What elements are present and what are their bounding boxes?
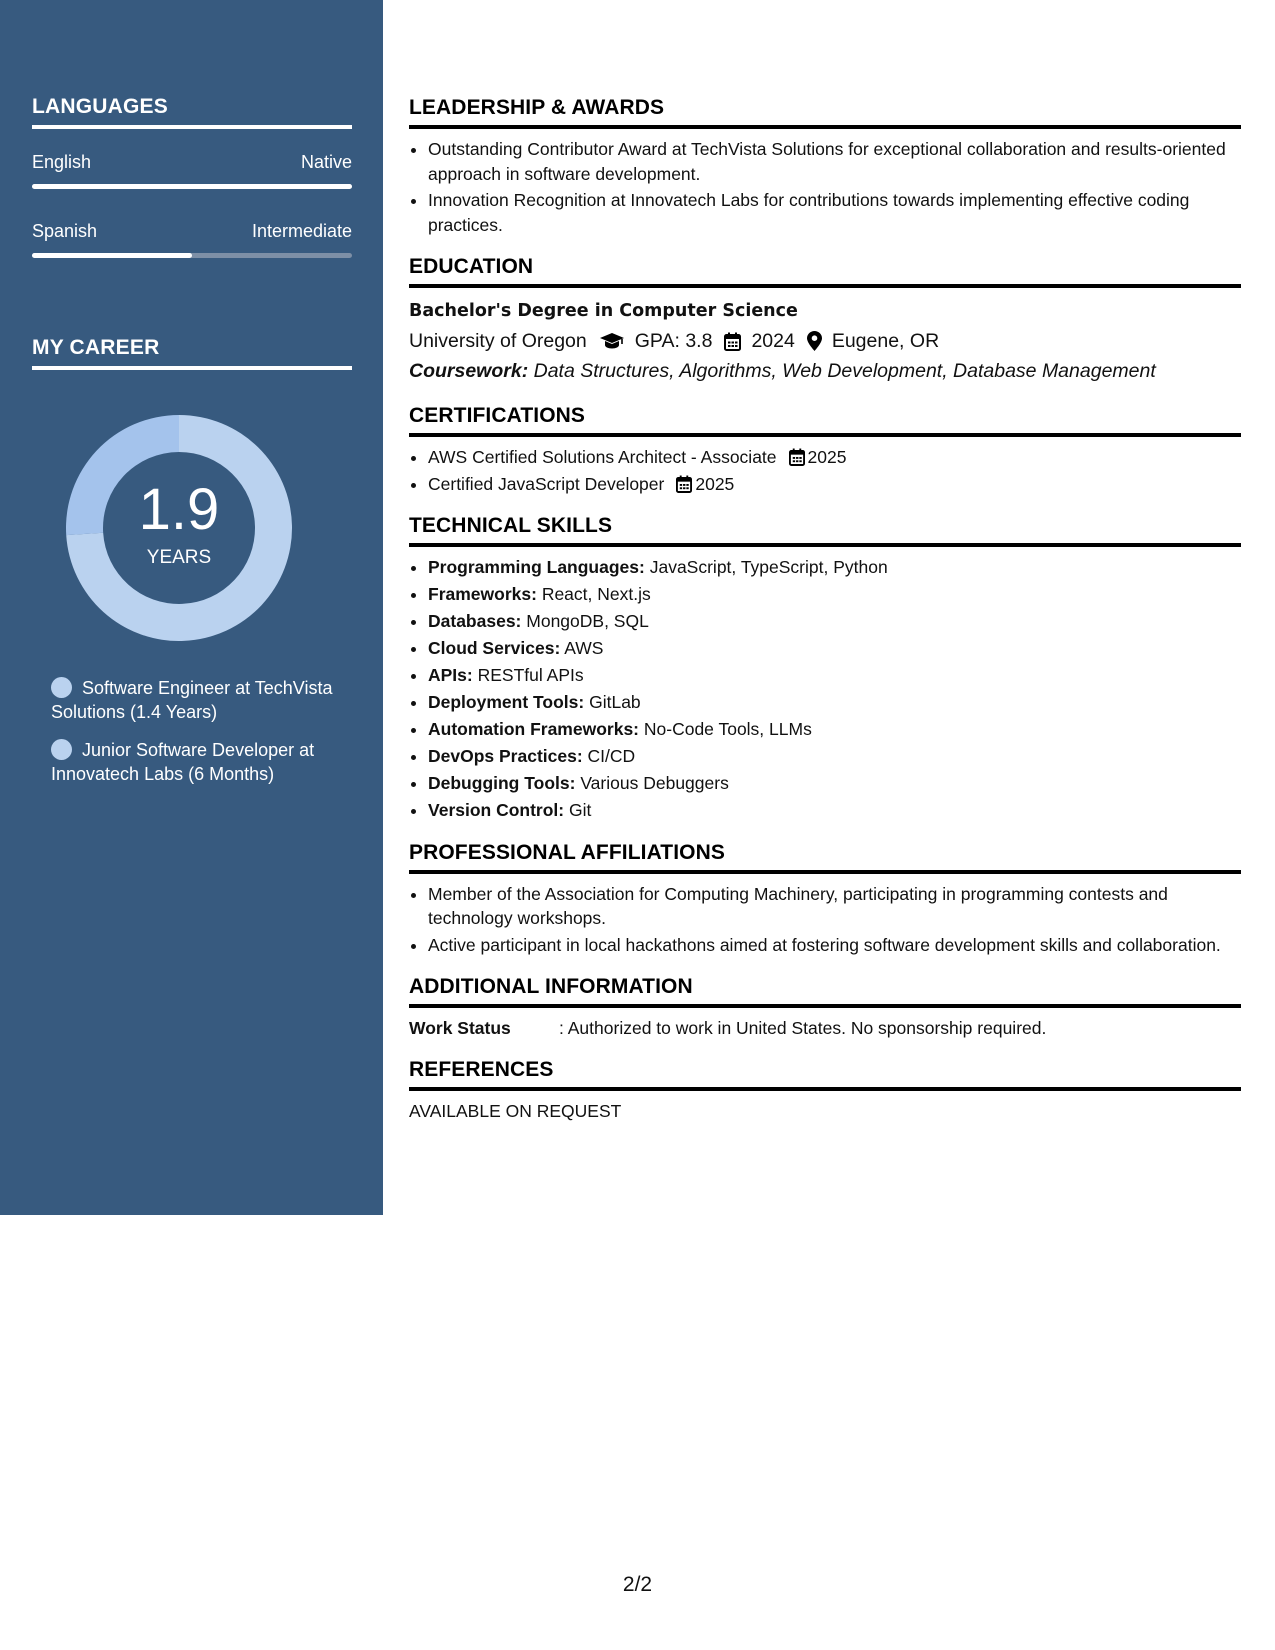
skill-label: Deployment Tools:: [428, 692, 585, 712]
skill-label: Frameworks:: [428, 584, 537, 604]
skill-value: JavaScript, TypeScript, Python: [649, 557, 888, 577]
work-status-value: : Authorized to work in United States. No sponsorship required.: [559, 1018, 1047, 1038]
skill-label: Automation Frameworks:: [428, 719, 639, 739]
section-title: LEADERSHIP & AWARDS: [409, 96, 1241, 129]
language-proficiency-bar: [32, 184, 352, 189]
skill-value: No-Code Tools, LLMs: [643, 719, 812, 739]
languages-heading: LANGUAGES: [32, 95, 352, 129]
school-name: University of Oregon: [409, 330, 587, 352]
career-heading: MY CAREER: [32, 336, 352, 370]
certification-name: AWS Certified Solutions Architect - Associate: [428, 447, 777, 467]
section-title: EDUCATION: [409, 255, 1241, 288]
skill-value: React, Next.js: [541, 584, 651, 604]
skill-label: Databases:: [428, 611, 522, 631]
skill-item: [428, 555, 1241, 580]
language-proficiency-bar: [32, 253, 352, 258]
list-item: [428, 445, 1241, 470]
skill-value: Various Debuggers: [580, 773, 729, 793]
certification-year: 2025: [807, 447, 847, 467]
skill-item: [428, 582, 1241, 607]
graduation-year: 2024: [751, 330, 795, 352]
career-years-value: 1.9: [138, 477, 220, 542]
list-item: • Member of the Association for Computing Machinery, participating in programming contests and technology workshops.: [428, 882, 1241, 931]
career-item-text: Junior Software Developer at Innovatech Labs (6 Months): [51, 740, 315, 784]
skill-value: MongoDB, SQL: [526, 611, 649, 631]
skill-label: DevOps Practices:: [428, 746, 583, 766]
skill-label: Cloud Services:: [428, 638, 561, 658]
career-years-unit: YEARS: [146, 547, 212, 568]
language-english: [32, 152, 352, 173]
degree-title: Bachelor's Degree in Computer Science: [409, 301, 798, 321]
sidebar: [0, 0, 383, 1215]
leadership-list: [409, 137, 1241, 237]
skill-value: RESTful APIs: [477, 665, 584, 685]
list-item: • Innovation Recognition at Innovatech Labs for contributions towards implementing effective coding practices.: [428, 188, 1241, 237]
career-legend-dot: [51, 739, 72, 760]
skill-label: APIs:: [428, 665, 473, 685]
education-details: [409, 326, 1241, 356]
list-item: • Active participant in local hackathons aimed at fostering software development skills and collaboration.: [428, 933, 1241, 958]
section-title: ADDITIONAL INFORMATION: [409, 975, 1241, 1008]
skill-item: [428, 609, 1241, 634]
calendar-icon: [724, 332, 741, 351]
certification-name: Certified JavaScript Developer: [428, 473, 665, 494]
list-item: [428, 472, 1241, 497]
graduation-cap-icon: [599, 332, 625, 350]
skill-value: GitLab: [589, 692, 641, 712]
language-spanish: [32, 221, 352, 242]
references-text: AVAILABLE ON REQUEST: [409, 1101, 622, 1121]
skill-item: [428, 771, 1241, 796]
location: Eugene, OR: [831, 330, 940, 352]
location-pin-icon: [807, 331, 822, 351]
page-number: 2/2: [622, 1573, 653, 1596]
section-title: REFERENCES: [409, 1058, 1241, 1091]
section-title: PROFESSIONAL AFFILIATIONS: [409, 841, 1241, 874]
skill-item: [428, 798, 1241, 823]
main-content: [409, 96, 1241, 1141]
education-section: [409, 255, 1241, 386]
work-status-label: Work Status: [409, 1018, 511, 1038]
career-legend-dot: [51, 677, 72, 698]
technical-skills-section: [409, 514, 1241, 823]
calendar-icon: [676, 475, 692, 493]
skill-label: Version Control:: [428, 800, 565, 820]
skill-item: [428, 636, 1241, 661]
language-proficiency-fill: [32, 253, 192, 258]
coursework: [409, 356, 1241, 386]
affiliations-list: [409, 882, 1241, 958]
gpa: GPA: 3.8: [634, 330, 713, 352]
skill-label: Programming Languages:: [428, 557, 645, 577]
skill-value: CI/CD: [587, 746, 636, 766]
affiliations-section: [409, 841, 1241, 958]
career-item-text: Software Engineer at TechVista Solutions (1.4 Years): [51, 678, 333, 722]
certifications-section: [409, 404, 1241, 496]
leadership-section: [409, 96, 1241, 237]
language-name: Spanish: [32, 221, 98, 241]
career-item: [51, 676, 351, 724]
skill-value: Git: [569, 800, 592, 820]
skill-item: [428, 744, 1241, 769]
calendar-icon: [789, 448, 805, 466]
skill-item: [428, 663, 1241, 688]
skill-value: AWS: [564, 638, 604, 658]
certifications-list: [409, 445, 1241, 496]
certification-year: 2025: [695, 473, 735, 494]
language-name: English: [32, 152, 92, 172]
language-proficiency-fill: [32, 184, 352, 189]
work-status-row: [409, 1016, 1241, 1040]
skill-item: [428, 717, 1241, 742]
skill-label: Debugging Tools:: [428, 773, 576, 793]
coursework-list: Data Structures, Algorithms, Web Development, Database Management: [533, 360, 1156, 382]
section-title: TECHNICAL SKILLS: [409, 514, 1241, 547]
career-list: [51, 676, 351, 800]
references-section: [409, 1058, 1241, 1123]
skill-item: [428, 690, 1241, 715]
skills-list: [409, 555, 1241, 823]
coursework-label: Coursework:: [409, 360, 529, 382]
career-donut-center: [66, 415, 292, 641]
language-level: Native: [300, 152, 352, 172]
language-level: Intermediate: [251, 221, 352, 241]
additional-info-section: [409, 975, 1241, 1040]
list-item: • Outstanding Contributor Award at TechVista Solutions for exceptional collaboration and results-oriented approach in software development.: [428, 137, 1241, 186]
section-title: CERTIFICATIONS: [409, 404, 1241, 437]
career-item: [51, 738, 351, 786]
